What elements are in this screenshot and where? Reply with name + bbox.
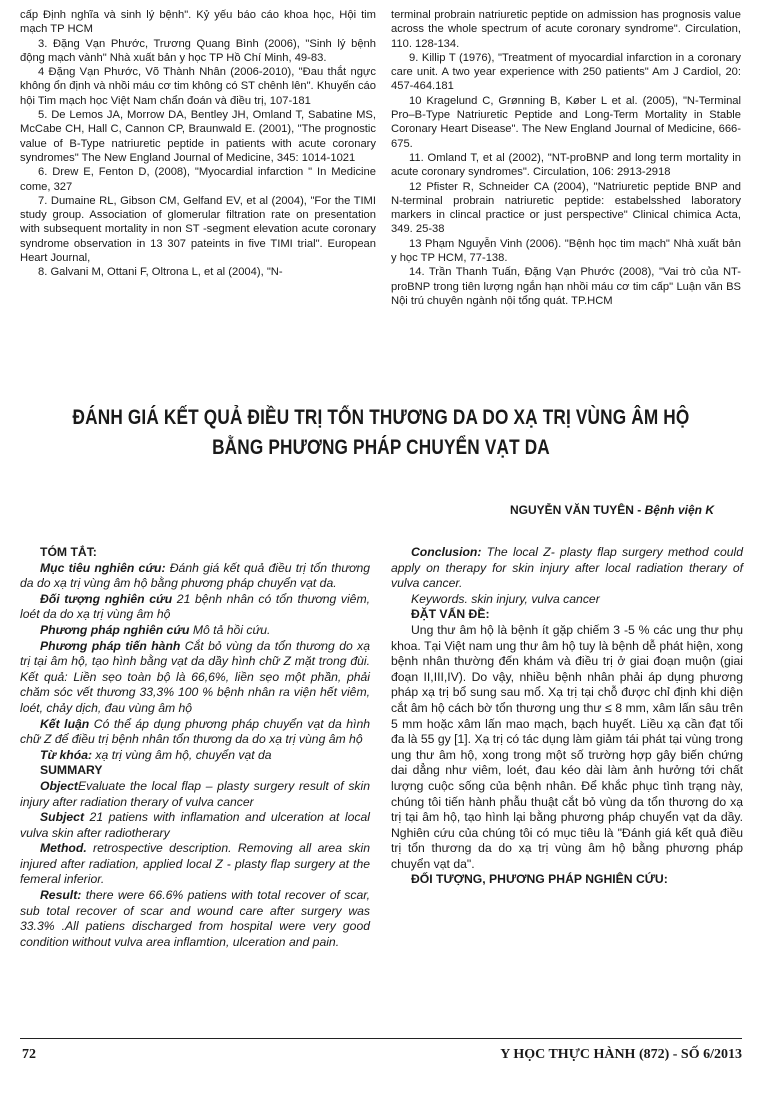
abstract-subjects-label: Đối tượng nghiên cứu [40,591,173,606]
journal-footer: Y HỌC THỰC HÀNH (872) - SỐ 6/2013 [500,1047,742,1062]
abstract-subjects-text: 21 bệnh nhân có tổn thương viêm, loét da do xạ trị vùng âm hộ [20,591,370,622]
summary-conclusion-text: The local Z- plasty flap surgery method could apply on therapy for skin injury after local radiation therary of vulva cancer. [391,545,743,591]
summary-keywords: Keywords. skin injury, vulva cancer [411,591,600,606]
summary-conclusion-label: Conclusion: [411,545,482,559]
summary-subject [20,810,370,841]
summary-object [20,779,370,810]
abstract-objective-text: Đánh giá kết quả điều trị tổn thương da do xạ trị vùng âm hộ bằng phương pháp chuyển vạt da. [20,560,371,591]
body-right-column [391,545,743,888]
abstract-conclusion-label: Kết luận [40,716,90,731]
intro-text: Ung thư âm hộ là bệnh ít gặp chiếm 3 -5 % các ung thư phụ khoa. Tại Việt nam ung thư âm hộ tuy là bệnh dễ phát hiện, xong bệnh nhân thường đến khám và điều trị ở giai đoạn muộn (giai đoạn II,III,IV). Do vậy, nhiều bệnh nhân phải áp dụng phương pháp xạ trị bổ sung sau mổ. Xạ trị tại chỗ được chỉ định khi diện cắt âm hộ cách bờ tổn thương ung thư ≤ 8 mm, xâm lấn sâu trên 5 mm hoặc xâm lấn mao mạch, bạch huyết. Liều xạ cần đạt tối đa là 55 gy [1]. Xạ trị có tác dụng làm giảm tái phát tại vùng trong ung thư âm hộ, xong trong một số trường hợp gây biến chứng dai dẳng như viêm, loét, đau kéo dài làm ảnh hưởng tới chất lượng cuộc sống của bệnh nhân. Để khắc phục tình trạng này, chúng tôi tiến hành phẫu thuật cắt bỏ vùng da tổn thương do xạ trị tại âm hộ, tạo hình lại bằng phương pháp chuyển vạt da dầy. Nghiên cứu của chúng tôi có mục tiêu là "Đánh giá kết quả điều trị tổn thương da do xạ trị vùng âm hộ bằng phương pháp chuyển vạt da". [391,622,743,871]
article-title [69,403,694,463]
abstract-method [20,623,370,639]
reference-item: 8. Galvani M, Ottani F, Oltrona L, et al (2004), "N- [38,266,283,279]
references-right-column [391,8,741,308]
reference-item: 14. Trần Thanh Tuấn, Đặng Vạn Phước (2008), "Vai trò của NT-proBNP trong tiên lượng ngắn hạn nhồi máu cơ tim cấp" Luận văn BS Nội trú chuyên ngành nội tổng quát. TP.HCM [391,266,741,307]
reference-item: 13 Phạm Nguyễn Vinh (2006). "Bệnh học tim mạch" Nhà xuất bản y học TP HCM, 77-138. [391,237,741,265]
reference-item: 10 Kragelund C, Grønning B, Køber L et al. (2005), "N-Terminal Pro–B-Type Natriuretic Peptide and Long-Term Mortality in Stable Coronary Heart Disease". The New England Journal of Medicine, 666-675. [391,94,741,150]
reference-item: 6. Drew E, Fenton D, (2008), "Myocardial infarction " In Medicine come, 327 [20,166,376,193]
abstract-procedure-text: Cắt bỏ vùng da tổn thương do xạ trị tại âm hộ, tạo hình bằng vạt da dầy hình chữ Z mặt trong đùi. Kết quả: Liền sẹo toàn bộ là 66,6%, liền sẹo một phần, phải chăm sóc vết thương 33,3% 100 % bệnh nhân ra viện hết viêm, loét, chảy dịch, đau vùng âm hộ [20,638,371,715]
abstract-subjects [20,592,370,623]
footer-rule [20,1038,742,1039]
abstract-method-text: Mô tả hồi cứu. [189,622,271,637]
intro-heading: ĐẶT VẤN ĐỀ: [411,607,490,622]
abstract-procedure-label: Phương pháp tiến hành [40,638,181,653]
reference-item: terminal probrain natriuretic peptide on admission has prognosis value across the whole spectrum of acute coronary syndrome". Circulation, 110. 128-134. [391,9,741,50]
abstract-objective-label: Mục tiêu nghiên cứu: [40,560,166,575]
body-left-column [20,545,370,950]
summary-heading: SUMMARY [40,763,103,778]
abstract-keywords-label: Từ khóa: [40,747,93,762]
summary-result-text: there were 66.6% patiens with total recover of scar, sub total recover of scar and wound care after surgery was 33.3% .All patiens discharged from hospital were very good condition without vulva area inflamtion, ulceration and pain. [20,888,370,949]
summary-subject-text: 21 patiens with inflamation and ulceration at local vulva skin after radiotherary [20,810,370,840]
summary-method-text: retrospective description. Removing all area skin injured after radiation, applied local Z - plasty flap surgery at the femeral inferior. [20,841,370,887]
reference-item: 11. Omland T, et al (2002), "NT-proBNP and long term mortality in acute coronary syndromes". Circulation, 106: 2913-2918 [391,151,741,179]
reference-item: cấp Định nghĩa và sinh lý bệnh". Kỷ yếu báo cáo khoa học, Hội tim mạch TP HCM [20,9,376,36]
abstract-method-label: Phương pháp nghiên cứu [40,622,190,637]
abstract-objective [20,561,370,592]
abstract-procedure [20,639,370,717]
references-left-column [20,8,376,280]
author-name: NGUYỄN VĂN TUYÊN - [509,503,645,517]
reference-item: 12 Pfister R, Schneider CA (2004), "Natriuretic peptide BNP and N-terminal probrain natriuretic peptide: estabelsshed laboratory markers in clincal practice or just perspective" Clinical chimica Acta, 349. 25-38 [391,180,741,236]
summary-method [20,841,370,888]
reference-item: 4 Đặng Vạn Phước, Võ Thành Nhân (2006-2010), "Đau thắt ngực không ổn định và nhồi máu cơ tim không có ST chênh lên". Khuyến cáo hội Tim mạch học Việt Nam chẩn đoán và điều trị, 107-181 [20,66,376,107]
summary-method-label: Method. [40,841,87,856]
reference-item: 9. Killip T (1976), "Treatment of myocardial infarction in a coronary care unit. A two year experience with 250 patients" Am J Cardiol, 20: 457-464.181 [391,51,741,93]
article-title-line-2: BẰNG PHƯƠNG PHÁP CHUYỂN VẠT DA [212,436,550,459]
methods-heading: ĐỐI TƯỢNG, PHƯƠNG PHÁP NGHIÊN CỨU: [411,872,668,887]
summary-object-label: Object [40,778,78,793]
article-title-line-1: ĐÁNH GIÁ KẾT QUẢ ĐIỀU TRỊ TỔN THƯƠNG DA DO XẠ TRỊ VÙNG ÂM HỘ [72,406,690,429]
author-line [510,503,714,517]
summary-result [20,888,370,950]
reference-item: 3. Đặng Vạn Phước, Trương Quang Bình (2006), "Sinh lý bệnh động mạch vành" Nhà xuất bản y học TP Hồ Chí Minh, 49-83. [20,37,376,64]
reference-item: 5. De Lemos JA, Morrow DA, Bentley JH, Omland T, Sabatine MS, McCabe CH, Hall C, Cannon CP, Braunwald E. (2001), "The prognostic value of B-Type natriuretic peptide in patients with acute coronary syndromes" The New England Journal of Medicine, 345: 1014-1021 [20,109,376,164]
abstract-keywords [20,748,370,764]
abstract-conclusion [20,717,370,748]
summary-object-text: Evaluate the local flap – plasty surgery result of skin injury after radiation therary of vulva cancer [20,778,370,809]
summary-conclusion [391,545,743,592]
reference-item: 7. Dumaine RL, Gibson CM, Gelfand EV, et al (2004), "For the TIMI study group. Association of glomerular filtration rate on presentation with subsequent mortality in non ST -segment elevation acute coronary syndrome observation in 13 307 pateints in five TIMI trial". European Heart Journal, [20,194,376,265]
abstract-heading: TÓM TẮT: [40,545,97,559]
abstract-conclusion-text: Có thể áp dụng phương pháp chuyển vạt da hình chữ Z để điều trị bệnh nhân tổn thương da do xạ trị vùng âm hộ [20,716,370,747]
abstract-keywords-text: xạ trị vùng âm hộ, chuyển vạt da [92,747,272,762]
page-number: 72 [22,1047,36,1062]
author-affiliation: Bệnh viện K [644,503,714,517]
summary-result-label: Result: [40,888,82,903]
summary-subject-label: Subject [40,810,85,825]
